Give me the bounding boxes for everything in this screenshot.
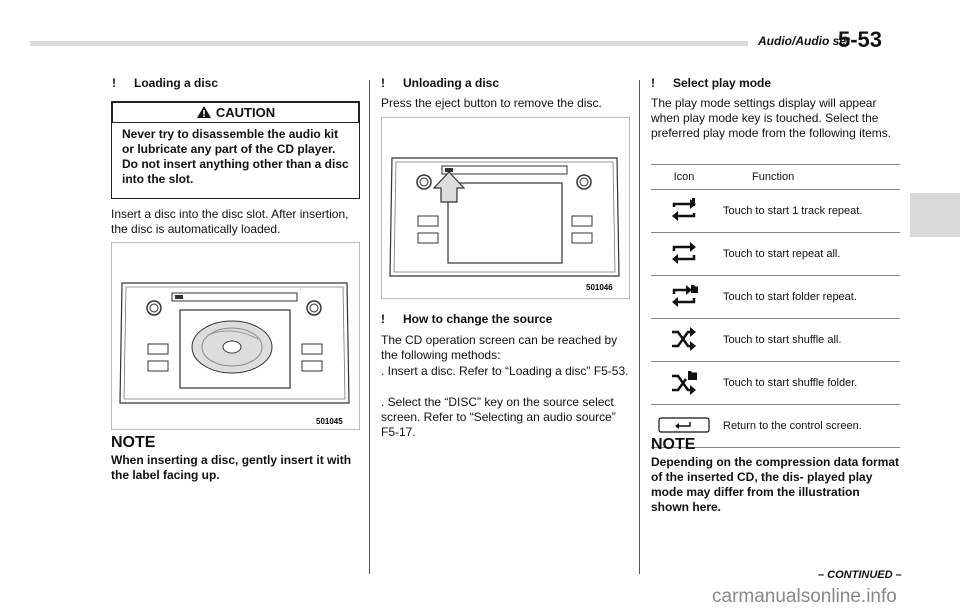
table-row — [651, 319, 900, 362]
note-text: Depending on the compression data format of the inserted CD, the dis- played play mode may differ from the illustration shown here. — [651, 455, 900, 514]
table-row — [651, 233, 900, 276]
folder-repeat-icon — [669, 283, 699, 309]
watermark: carmanualsonline.info — [712, 586, 897, 607]
caution-header — [112, 102, 359, 123]
cd-unit-eject-illustration — [382, 118, 629, 298]
column-header-icon: Icon — [651, 165, 717, 190]
paragraph-insert: Insert a disc into the disc slot. After insertion, the disc is automatically loaded. — [111, 207, 349, 236]
heading-bullet: ! — [381, 76, 385, 90]
icon-cell — [651, 362, 717, 405]
heading-text: Select play mode — [673, 76, 772, 90]
caution-text: Never try to disassemble the audio kit or lubricate any part of the CD player. Do not insert anything other than a disc into the slot. — [122, 127, 349, 186]
heading-unloading-disc — [381, 76, 499, 90]
function-cell: Touch to start 1 track repeat. — [717, 190, 900, 233]
heading-select-play-mode — [651, 76, 771, 90]
paragraph-play-mode: The play mode settings display will appear when play mode key is touched. Select the preferred play mode from the following items. — [651, 96, 892, 140]
repeat-all-icon — [669, 240, 699, 266]
table-row — [651, 362, 900, 405]
heading-loading-disc — [112, 76, 218, 90]
caution-title: CAUTION — [215, 105, 276, 120]
note-text: When inserting a disc, gently insert it with the label facing up. — [111, 453, 352, 482]
icon-cell — [651, 233, 717, 276]
return-icon — [658, 416, 710, 434]
figure-code: 501045 — [316, 417, 343, 426]
repeat-one-icon — [669, 197, 699, 223]
shuffle-folder-icon — [669, 369, 699, 395]
column-header-function: Function — [717, 165, 900, 190]
note-heading: NOTE — [111, 434, 156, 451]
heading-bullet: ! — [381, 312, 385, 326]
header-rule — [30, 41, 748, 46]
icon-cell — [651, 319, 717, 362]
column-divider — [639, 80, 640, 574]
function-cell: Touch to start repeat all. — [717, 233, 900, 276]
cd-unit-illustration — [112, 243, 359, 429]
heading-text: Unloading a disc — [403, 76, 500, 90]
icon-cell — [651, 190, 717, 233]
continued-label: – CONTINUED – — [818, 569, 902, 581]
table-row — [651, 190, 900, 233]
heading-text: Loading a disc — [134, 76, 219, 90]
function-cell: Touch to start folder repeat. — [717, 276, 900, 319]
figure-loading-disc — [111, 242, 360, 430]
paragraph-eject: Press the eject button to remove the disc. — [381, 96, 602, 110]
page-number: 5-53 — [838, 27, 883, 52]
heading-change-source — [381, 312, 552, 326]
method-item: . Insert a disc. Refer to “Loading a disc” F5-53. — [381, 364, 629, 378]
function-cell: Return to the control screen. — [717, 405, 900, 448]
method-item: . Select the “DISC” key on the source select screen. Refer to “Selecting an audio source” F5-17. — [381, 395, 616, 439]
heading-bullet: ! — [112, 76, 116, 90]
shuffle-icon — [669, 326, 699, 352]
play-mode-table — [651, 164, 900, 448]
column-divider — [369, 80, 370, 574]
chapter-tab — [910, 193, 960, 237]
section-title: Audio/Audio set — [758, 34, 850, 48]
function-cell: Touch to start shuffle all. — [717, 319, 900, 362]
caution-box — [111, 101, 360, 199]
note-heading: NOTE — [651, 436, 696, 453]
table-row — [651, 276, 900, 319]
table-header-row — [651, 165, 900, 190]
warning-icon — [196, 105, 212, 119]
function-cell: Touch to start shuffle folder. — [717, 362, 900, 405]
paragraph-methods: The CD operation screen can be reached by the following methods: — [381, 333, 618, 362]
heading-bullet: ! — [651, 76, 655, 90]
figure-unloading-disc — [381, 117, 630, 299]
figure-code: 501046 — [586, 283, 613, 292]
icon-cell — [651, 276, 717, 319]
heading-text: How to change the source — [403, 312, 553, 326]
